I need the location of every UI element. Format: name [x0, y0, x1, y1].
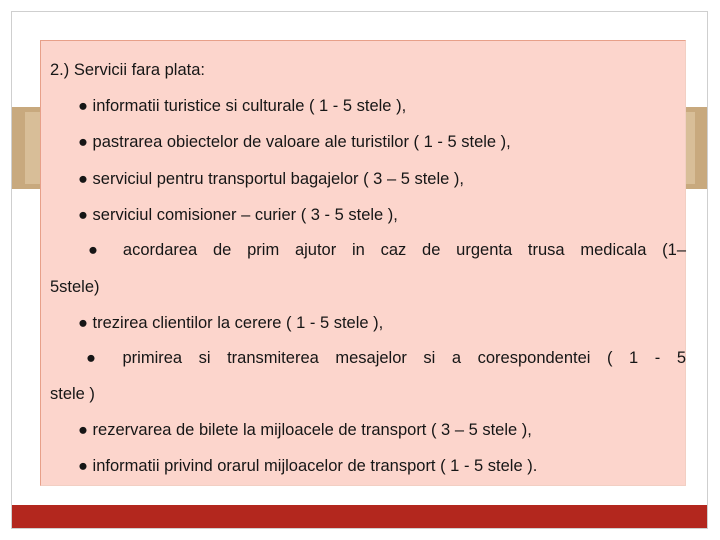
list-item: ● serviciul pentru transportul bagajelor ( 3 – 5 stele ), [78, 170, 464, 188]
list-item: ● trezirea clientilor la cerere ( 1 - 5 stele ), [78, 314, 384, 332]
section-heading: 2.) Servicii fara plata: [50, 61, 205, 79]
bottom-accent-bar [12, 505, 707, 528]
list-item-first-line: ● acordarea de prim ajutor in caz de urgenta trusa medicala (1– [88, 241, 686, 259]
list-item-continuation: stele ) [50, 385, 95, 403]
list-item-first-line: ● primirea si transmiterea mesajelor si a corespondentei ( 1 - 5 [86, 349, 686, 367]
list-item: ● pastrarea obiectelor de valoare ale turistilor ( 1 - 5 stele ), [78, 133, 511, 151]
list-item: ● informatii privind orarul mijloacelor de transport ( 1 - 5 stele ). [78, 457, 538, 475]
list-item: ● serviciul comisioner – curier ( 3 - 5 stele ), [78, 206, 398, 224]
list-item: ● informatii turistice si culturale ( 1 - 5 stele ), [78, 97, 407, 115]
list-item: ● rezervarea de bilete la mijloacele de transport ( 3 – 5 stele ), [78, 421, 532, 439]
list-item-continuation: 5stele) [50, 278, 100, 296]
